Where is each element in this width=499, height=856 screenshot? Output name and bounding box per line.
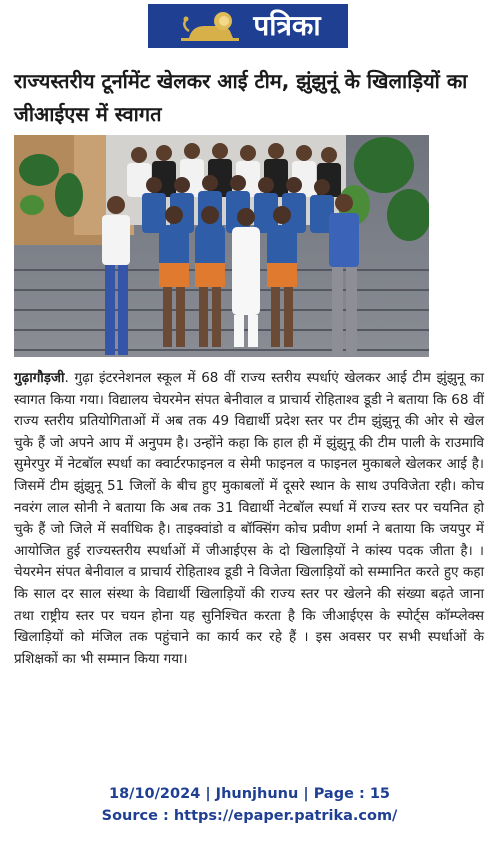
footer-source: Source : https://epaper.patrika.com/ bbox=[101, 808, 398, 824]
masthead-brand: पत्रिका bbox=[253, 9, 321, 42]
article-body-text: . गुढ़ा इंटरनेशनल स्कूल में 68 वीं राज्य स्तरीय स्पर्धाएं खेलकर आई टीम झुंझुनू का स्वागत किया गया। विद्यालय चेयरमेन संपत बेनीवाल व प्राचार्य रोहिताश्व डूडी ने बताया कि 68 वीं राज्य स्तरीय प्रतियोगिताओं में अब तक 49 विद्यार्थी प्रदेश स्तर पर टीम झुंझुनू की ओर से खेल चुके हैं जो अपने आप में अनुपम है। उन्होंने कहा कि हाल ही में झुंझुनू की टीम पाली के राउमावि सुमेरपुर में नेटबॉल स्पर्धा का क्वार्टरफाइनल व सेमी फाइनल व फाइनल मुकाबले खेलकर आई है। जिसमें टीम झुंझुनू 51 जिलों के बीच हुए मुकाबलों में दूसरे स्थान के साथ उपविजेता रही। कोच नवरंग लाल सोनी ने बताया कि अब तक 31 विद्यार्थी नेटबॉल स्पर्धा में राज्य स्तर पर चयनित हो चुके हैं जो जिले में सर्वाधिक है। ताइक्वांडो व बॉक्सिंग कोच प्रवीण शर्मा ने बताया कि जयपुर में आयोजित हुई राज्यस्तरीय स्पर्धाओं में जीआईएस के दो खिलाड़ियों ने कांस्य पदक जीता है। । चेयरमेन संपत बेनीवाल व प्राचार्य रोहिताश्व डूडी ने विजेता खिलाड़ियों को सम्मानित करते हुए कहा कि साल दर साल संस्था के विद्यार्थी खिलाड़ियों की राज्य स्तर पर खेलने की संख्या बढ़ते जाना तथा राष्ट्रीय स्तर पर चयन होना यह सुनिश्चित करता है कि जीआईएस के स्पोर्ट्स कॉम्प्लेक्स खिलाड़ियों को मंजिल तक पहुंचाने का कार्य कर रहे हैं । इस अवसर पर सभी स्पर्धाओं के प्रशिक्षकों का भी सम्मान किया गया। bbox=[14, 370, 484, 667]
masthead bbox=[148, 4, 348, 48]
footer bbox=[0, 783, 499, 827]
headline: राज्यस्तरीय टूर्नामेंट खेलकर आई टीम, झुंझुनूं के खिलाड़ियों का जीआईएस में स्वागत bbox=[14, 69, 468, 126]
lion-icon bbox=[175, 7, 245, 45]
footer-meta: 18/10/2024 | Jhunjhunu | Page : 15 bbox=[108, 786, 391, 802]
article-body bbox=[14, 368, 484, 670]
team-group-photo bbox=[14, 135, 429, 357]
dateline: गुढ़ागौड़जी bbox=[14, 370, 65, 386]
photo-scene bbox=[14, 135, 429, 357]
